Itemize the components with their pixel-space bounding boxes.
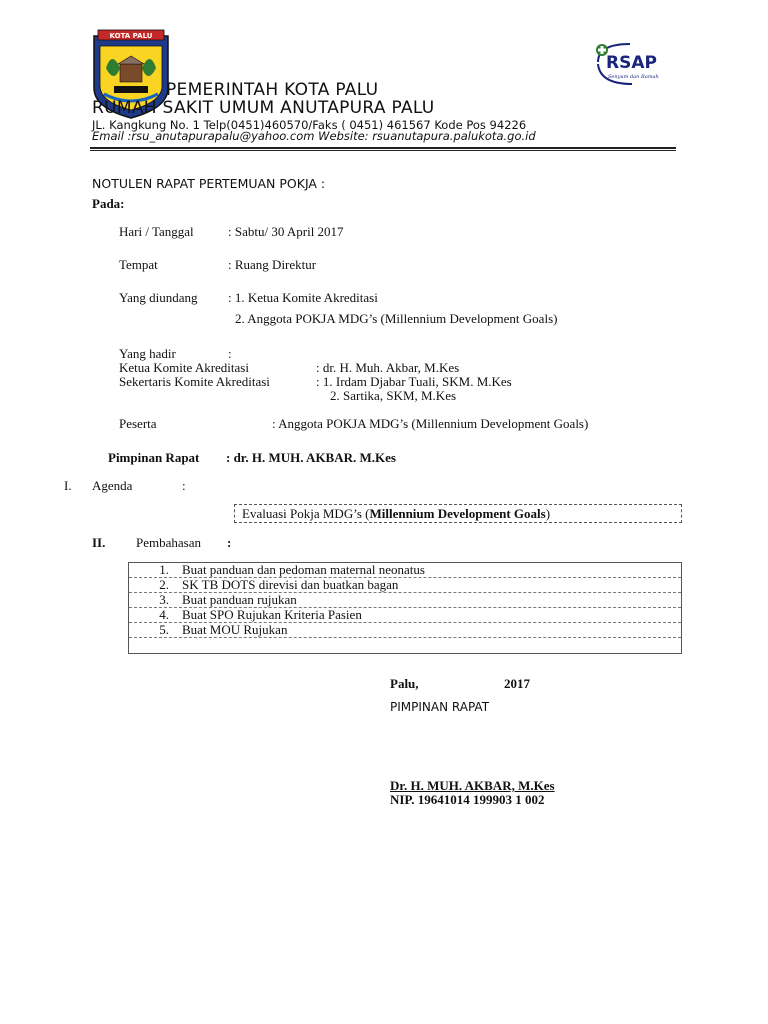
agenda-number: I. bbox=[64, 478, 72, 493]
peserta-value: : Anggota POKJA MDG’s (Millennium Development Goals) bbox=[272, 416, 589, 431]
item-text: Buat MOU Rujukan bbox=[182, 622, 288, 637]
signature-nip: NIP. 19641014 199903 1 002 bbox=[390, 792, 545, 807]
table-row bbox=[129, 563, 681, 578]
agenda-text-suffix: ) bbox=[545, 506, 551, 521]
item-text: Buat SPO Rujukan Kriteria Pasien bbox=[182, 607, 362, 622]
item-number: 5. bbox=[159, 622, 169, 637]
diundang-value-2: 2. Anggota POKJA MDG’s (Millennium Development Goals) bbox=[235, 311, 558, 326]
diundang-value-1: : 1. Ketua Komite Akreditasi bbox=[228, 290, 378, 305]
agenda-text-prefix: Evaluasi Pokja MDG’s ( bbox=[242, 506, 370, 521]
hadir-colon: : bbox=[228, 346, 232, 361]
table-row bbox=[129, 593, 681, 608]
tempat-value: : Ruang Direktur bbox=[228, 257, 317, 272]
table-row bbox=[129, 608, 681, 623]
table-row bbox=[129, 578, 681, 593]
item-text: SK TB DOTS direvisi dan buatkan bagan bbox=[182, 577, 399, 592]
logo-left-text: KOTA PALU bbox=[109, 32, 153, 40]
pimpinan-label: Pimpinan Rapat bbox=[108, 450, 200, 465]
header-hospital-name: RUMAH SAKIT UMUM ANUTAPURA PALU bbox=[92, 98, 435, 118]
hari-value: : Sabtu/ 30 April 2017 bbox=[228, 224, 344, 239]
pembahasan-table bbox=[128, 562, 682, 654]
signature-name: Dr. H. MUH. AKBAR, M.Kes bbox=[390, 778, 555, 793]
ketua-label: Ketua Komite Akreditasi bbox=[119, 360, 249, 375]
header-divider bbox=[90, 147, 676, 151]
document-title: NOTULEN RAPAT PERTEMUAN POKJA : bbox=[92, 176, 326, 191]
pembahasan-label: Pembahasan bbox=[136, 535, 201, 550]
tempat-label: Tempat bbox=[119, 257, 158, 272]
rsap-logo bbox=[592, 40, 666, 88]
pembahasan-colon: : bbox=[227, 535, 232, 550]
agenda-text-bold: Millennium Development Goals bbox=[369, 506, 546, 521]
item-text: Buat panduan rujukan bbox=[182, 592, 297, 607]
hari-label: Hari / Tanggal bbox=[119, 224, 194, 239]
rsap-logo-text: RSAP bbox=[606, 53, 657, 73]
item-number: 4. bbox=[159, 607, 169, 622]
ketua-value: : dr. H. Muh. Akbar, M.Kes bbox=[316, 360, 460, 375]
sekretaris-value-1: : 1. Irdam Djabar Tuali, SKM. M.Kes bbox=[316, 374, 512, 389]
table-row-empty bbox=[129, 638, 681, 653]
sekretaris-label: Sekertaris Komite Akreditasi bbox=[119, 374, 270, 389]
table-row bbox=[129, 623, 681, 638]
item-text: Buat panduan dan pedoman maternal neonatus bbox=[182, 562, 425, 577]
header-government-name: PEMERINTAH KOTA PALU bbox=[166, 80, 379, 100]
pada-label: Pada: bbox=[92, 196, 125, 211]
header-email-website: Email :rsu_anutapurapalu@yahoo.com Website: rsuanutapura.palukota.go.id bbox=[92, 129, 536, 143]
signature-role: PIMPINAN RAPAT bbox=[390, 700, 490, 714]
item-number: 1. bbox=[159, 562, 169, 577]
rsap-logo-tagline: Senyum dan Ramah bbox=[608, 74, 659, 80]
pembahasan-number: II. bbox=[92, 535, 106, 550]
diundang-label: Yang diundang bbox=[119, 290, 198, 305]
header-address: JL. Kangkung No. 1 Telp(0451)460570/Faks ( 0451) 461567 Kode Pos 94226 bbox=[92, 118, 527, 132]
signature-city: Palu, bbox=[390, 676, 419, 691]
peserta-label: Peserta bbox=[119, 416, 157, 431]
agenda-text bbox=[242, 506, 550, 522]
agenda-colon: : bbox=[182, 478, 186, 493]
signature-year: 2017 bbox=[504, 676, 530, 691]
agenda-label: Agenda bbox=[92, 478, 133, 493]
sekretaris-value-2: 2. Sartika, SKM, M.Kes bbox=[330, 388, 457, 403]
item-number: 3. bbox=[159, 592, 169, 607]
pimpinan-value: : dr. H. MUH. AKBAR. M.Kes bbox=[226, 450, 396, 465]
hadir-label: Yang hadir bbox=[119, 346, 176, 361]
item-number: 2. bbox=[159, 577, 169, 592]
